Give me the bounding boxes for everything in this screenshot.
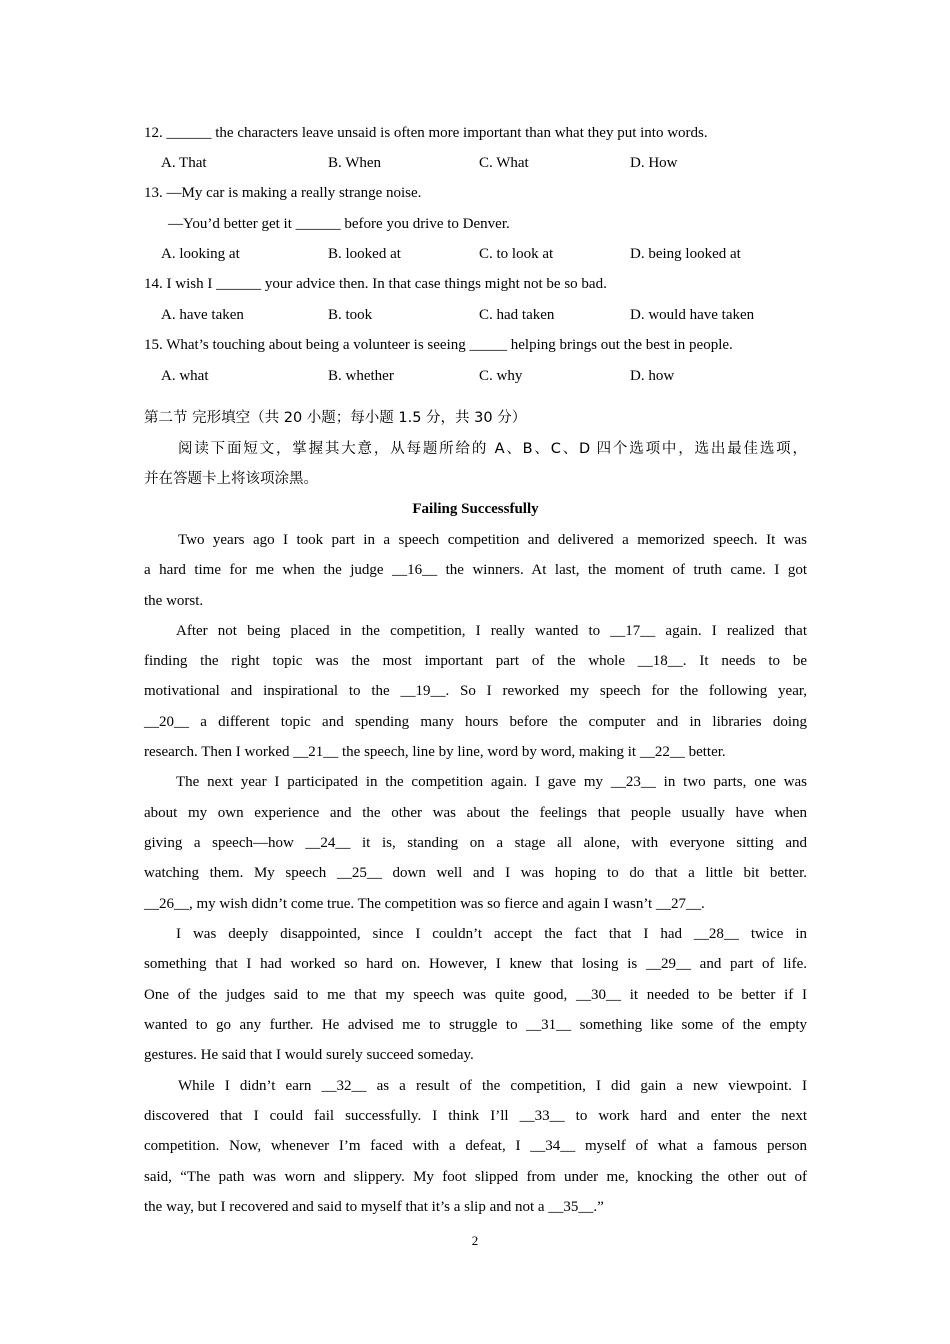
q14-option-c: C. had taken xyxy=(479,307,555,323)
passage-line: Two years ago I took part in a speech competition and delivered a memorized speech. It was xyxy=(178,532,807,548)
q15-option-a: A. what xyxy=(161,368,209,384)
question-13-stem: 13. —My car is making a really strange noise. xyxy=(144,185,422,201)
q13-option-d: D. being looked at xyxy=(630,246,741,262)
passage-line: The next year I participated in the competition again. I gave my __23__ in two parts, one was xyxy=(176,774,807,790)
passage-title: Failing Successfully xyxy=(412,501,539,517)
q13-option-c: C. to look at xyxy=(479,246,554,262)
q13-option-a: A. looking at xyxy=(161,246,240,262)
passage-line: __20__ a different topic and spending many hours before the computer and in libraries doing xyxy=(144,714,807,730)
passage-line: the way, but I recovered and said to myself that it’s a slip and not a __35__.” xyxy=(144,1199,604,1215)
passage-line: motivational and inspirational to the __19__. So I reworked my speech for the following year, xyxy=(144,683,807,699)
q15-option-d: D. how xyxy=(630,368,675,384)
passage-line: said, “The path was worn and slippery. My foot slipped from under me, knocking the other out of xyxy=(144,1169,807,1185)
passage-line: the worst. xyxy=(144,593,204,609)
q12-option-c: C. What xyxy=(479,155,529,171)
q15-option-b: B. whether xyxy=(328,368,394,384)
passage-line: wanted to go any further. He advised me to struggle to __31__ something like some of the empty xyxy=(144,1017,807,1033)
section-instruction-line2: 并在答题卡上将该项涂黑。 xyxy=(144,471,318,487)
passage-line: about my own experience and the other was about the feelings that people usually have when xyxy=(144,805,807,821)
passage-line: a hard time for me when the judge __16__ the winners. At last, the moment of truth came. I got xyxy=(144,562,807,578)
question-13-stem-reply: —You’d better get it ______ before you drive to Denver. xyxy=(168,216,510,232)
section-heading: 第二节 完形填空（共 20 小题；每小题 1.5 分，共 30 分） xyxy=(144,410,527,426)
passage-line: discovered that I could fail successfully. I think I’ll __33__ to work hard and enter the next xyxy=(144,1108,807,1124)
q12-option-a: A. That xyxy=(161,155,207,171)
q15-option-c: C. why xyxy=(479,368,523,384)
passage-line: gestures. He said that I would surely succeed someday. xyxy=(144,1047,474,1063)
passage-line: After not being placed in the competition, I really wanted to __17__ again. I realized that xyxy=(176,623,807,639)
question-14-stem: 14. I wish I ______ your advice then. In that case things might not be so bad. xyxy=(144,276,607,292)
section-instruction-line1: 阅读下面短文，掌握其大意，从每题所给的 A、B、C、D 四个选项中，选出最佳选项， xyxy=(178,441,807,457)
q14-option-b: B. took xyxy=(328,307,373,323)
q12-option-b: B. When xyxy=(328,155,382,171)
question-15-stem: 15. What’s touching about being a volunteer is seeing _____ helping brings out the best in people. xyxy=(144,337,733,353)
passage-line: competition. Now, whenever I’m faced with a defeat, I __34__ myself of what a famous person xyxy=(144,1138,807,1154)
q14-option-d: D. would have taken xyxy=(630,307,755,323)
passage-line: finding the right topic was the most important part of the whole __18__. It needs to be xyxy=(144,653,807,669)
passage-line: I was deeply disappointed, since I couldn’t accept the fact that I had __28__ twice in xyxy=(176,926,807,942)
q13-option-b: B. looked at xyxy=(328,246,401,262)
passage-line: research. Then I worked __21__ the speech, line by line, word by word, making it __22__ better. xyxy=(144,744,726,760)
question-12-stem: 12. ______ the characters leave unsaid is often more important than what they put into words. xyxy=(144,125,708,141)
passage-line: One of the judges said to me that my speech was quite good, __30__ it needed to be better if I xyxy=(144,987,807,1003)
q12-option-d: D. How xyxy=(630,155,678,171)
passage-line: watching them. My speech __25__ down well and I was hoping to do that a little bit better. xyxy=(144,865,807,881)
q14-option-a: A. have taken xyxy=(161,307,244,323)
passage-line: something that I had worked so hard on. However, I knew that losing is __29__ and part of life. xyxy=(144,956,807,972)
page-number: 2 xyxy=(471,1233,479,1248)
passage-line: While I didn’t earn __32__ as a result of the competition, I did gain a new viewpoint. I xyxy=(178,1078,807,1094)
passage-line: __26__, my wish didn’t come true. The competition was so fierce and again I wasn’t __27__. xyxy=(144,896,705,912)
passage-line: giving a speech—how __24__ it is, standing on a stage all alone, with everyone sitting and xyxy=(144,835,807,851)
